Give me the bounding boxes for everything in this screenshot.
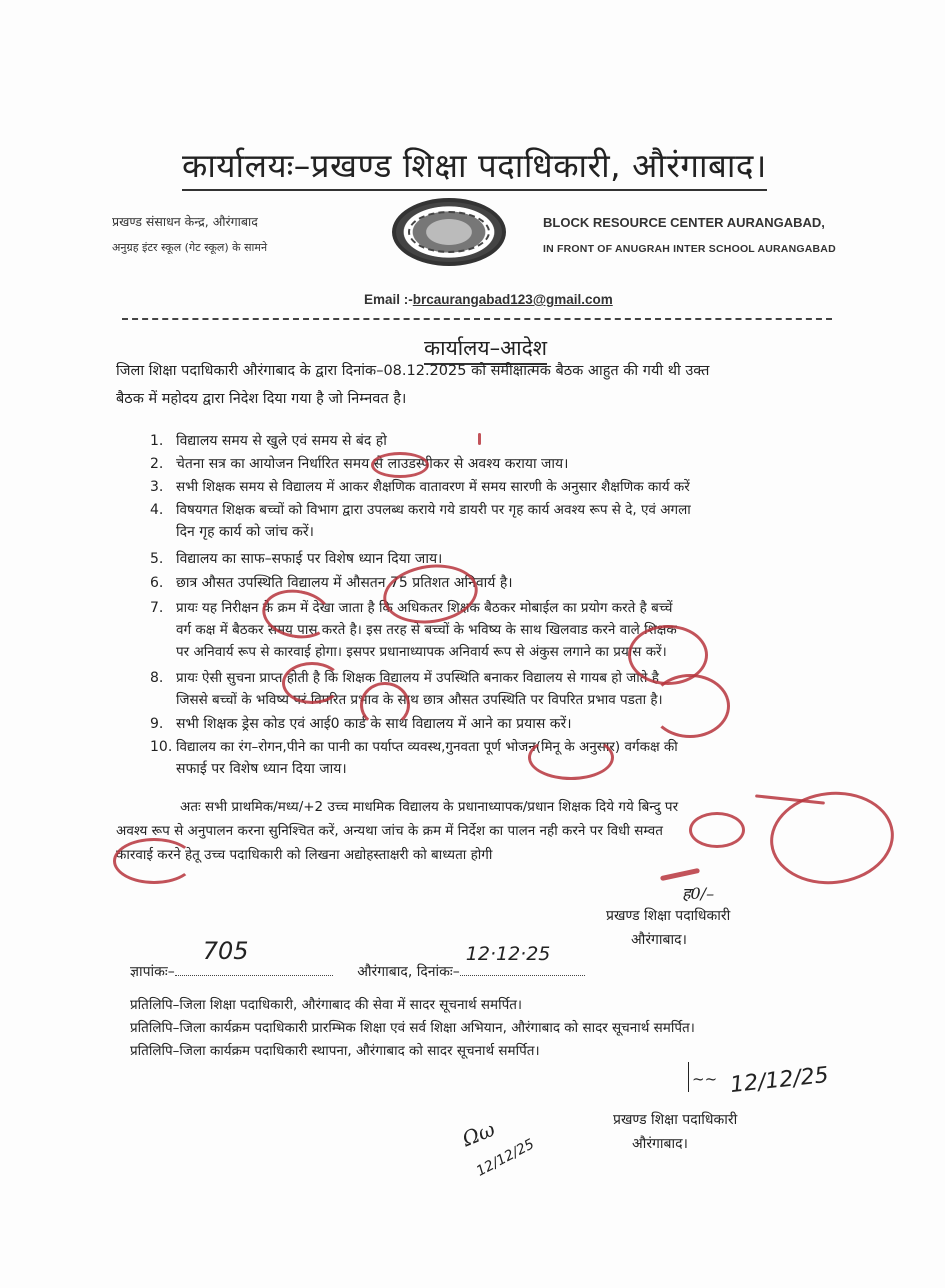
order-item-4: 4. विषयगत शिक्षक बच्चों को विभाग द्वारा उपलब्ध कराये गये डायरी पर गृह कार्य अवश्य रूप से दे, एवं अगला bbox=[150, 502, 691, 518]
annotation-arc-viparit-1 bbox=[360, 682, 410, 728]
order-item-4-cont: दिन गृह कार्य को जांच करें। bbox=[176, 524, 314, 540]
memo-date-label: औरंगाबाद, दिनांकः– bbox=[357, 964, 460, 980]
signature-place-2: औरंगाबाद। bbox=[632, 1136, 688, 1152]
annotation-circle-karvai bbox=[113, 838, 195, 884]
dashed-divider bbox=[122, 318, 832, 320]
email-label: Email :- bbox=[364, 292, 413, 307]
copy-line-3: प्रतिलिपि–जिला कार्यक्रम पदाधिकारी स्थापना, औरंगाबाद को सादर सूचनार्थ समर्पित। bbox=[130, 1043, 540, 1059]
government-seal-icon bbox=[392, 198, 506, 266]
seal-inner-ring bbox=[408, 211, 490, 253]
closing-line-1: अतः सभी प्राथमिक/मध्य/+2 उच्च माधमिक विद्यालय के प्रधानाध्यापक/प्रधान शिक्षक दिये गये बिन्दु पर bbox=[180, 799, 679, 815]
annotation-circle-nahi bbox=[689, 812, 745, 848]
order-item-10: 10. विद्यालय का रंग–रोगन,पीने का पानी का पर्याप्त व्यवस्थ,गुनवता पूर्ण भोजन(मिनू के अनुसार) वर्गकक्ष की bbox=[150, 739, 678, 755]
closing-line-2: अवश्य रूप से अनुपालन करना सुनिश्चित करें, अन्यथा जांच के क्रम में निर्देश का पालन नही करने पर विधी सम्वत bbox=[116, 823, 663, 839]
memo-ref-label: ज्ञापांकः– bbox=[130, 964, 175, 980]
annotation-tick-mark bbox=[478, 433, 481, 445]
office-title: कार्यालयः–प्रखण्ड शिक्षा पदाधिकारी, औरंगाबाद। bbox=[182, 142, 767, 191]
copy-line-1: प्रतिलिपि–जिला शिक्षा पदाधिकारी, औरंगाबाद की सेवा में सादर सूचनार्थ समर्पित। bbox=[130, 997, 523, 1013]
memo-date-field bbox=[460, 943, 585, 976]
header-right-line1: BLOCK RESOURCE CENTER AURANGABAD, bbox=[543, 215, 825, 230]
order-heading: कार्यालय–आदेश bbox=[424, 334, 547, 365]
annotation-circle-gunvata bbox=[528, 735, 614, 780]
annotation-circle-vidhi-samvat bbox=[766, 786, 899, 890]
initials-date: 12/12/25 bbox=[473, 1136, 537, 1180]
copy-line-2: प्रतिलिपि–जिला कार्यक्रम पदाधिकारी प्रारम्भिक शिक्षा एवं सर्व शिक्षा अभियान, औरंगाबाद को सादर सूचनार्थ समर्पित। bbox=[130, 1020, 695, 1036]
signature-stroke bbox=[688, 1062, 689, 1092]
annotation-arc-viparit-2 bbox=[650, 674, 730, 738]
signature-designation-2: प्रखण्ड शिक्षा पदाधिकारी bbox=[613, 1112, 738, 1128]
initials-signature: Ωω bbox=[458, 1116, 499, 1152]
order-item-8-cont: जिससे बच्चों के भविष्य परं विपरित प्रभाव के साथ छात्र औसत उपस्थिति पर विपरित प्रभाव पडता है। bbox=[176, 692, 663, 708]
order-item-9: 9. सभी शिक्षक ड्रेस कोड एवं आई0 कार्ड के साथ विद्यालय में आने का प्रयास करें। bbox=[150, 716, 572, 732]
order-item-7-cont-1: वर्ग कक्ष में बैठकर समय पास करते है। इस तरह से बच्चों के भविष्य के साथ खिलवाड करने वाले शिक्षक bbox=[176, 622, 677, 638]
order-item-7: 7. प्रायः यह निरीक्षन के क्रम में देखा जाता है कि अधिकतर शिक्षक बैठकर मोबाईल का प्रयोग करते है बच्चें bbox=[150, 600, 673, 616]
header-left-line2: अनुग्रह इंटर स्कूल (गेट स्कूल) के सामने bbox=[112, 241, 268, 254]
memo-line bbox=[130, 937, 585, 981]
signed-date-2: 12/12/25 bbox=[728, 1062, 830, 1099]
order-item-8: 8. प्रायः ऐसी सुचना प्राप्त होती है कि शिक्षक विद्यालय में उपस्थिति बनाकर विद्यालय से गायब हो जाते है bbox=[150, 670, 659, 686]
signature-mark-1: ह0/– bbox=[682, 884, 715, 903]
order-item-10-cont: सफाई पर विशेष ध्यान दिया जाय। bbox=[176, 761, 347, 777]
annotation-circle-jata-hai bbox=[379, 559, 481, 630]
annotation-dash-stroke bbox=[660, 868, 700, 881]
intro-line-2: बैठक में महोदय द्वारा निदेश दिया गया है जो निम्नवत है। bbox=[116, 391, 407, 407]
intro-line-1: जिला शिक्षा पदाधिकारी औरंगाबाद के द्वारा दिनांक–08.12.2025 को समीक्षात्मक बैठक आहुत की गयी थी उक्त bbox=[116, 363, 710, 379]
memo-ref-number: 705 bbox=[202, 937, 249, 965]
signature-place-1: औरंगाबाद। bbox=[631, 932, 687, 948]
order-item-5: 5. विद्यालय का साफ–सफाई पर विशेष ध्यान दिया जाय। bbox=[150, 551, 443, 567]
memo-ref-field bbox=[175, 937, 333, 976]
memo-date-value: 12·12·25 bbox=[465, 943, 551, 965]
annotation-arc-suchna bbox=[282, 662, 342, 704]
order-item-1: 1. विद्यालय समय से खुले एवं समय से बंद हो bbox=[150, 433, 387, 449]
email-line bbox=[364, 292, 613, 307]
email-address-link[interactable]: brcaurangabad123@gmail.com bbox=[412, 292, 613, 307]
header-right-line2: IN FRONT OF ANUGRAH INTER SCHOOL AURANGABAD bbox=[543, 243, 836, 255]
signature-designation-1: प्रखण्ड शिक्षा पदाधिकारी bbox=[606, 908, 731, 924]
handwritten-signature-2: ~~ bbox=[692, 1070, 718, 1088]
order-item-3: 3. सभी शिक्षक समय से विद्यालय में आकर शैक्षणिक वातावरण में समय सारणी के अनुसार शैक्षणिक कार्य करें bbox=[150, 479, 690, 495]
annotation-circle-samay bbox=[371, 452, 429, 478]
order-item-2: 2. चेतना सत्र का आयोजन निर्धारित समय से लाउडस्पीकर से अवश्य कराया जाय। bbox=[150, 456, 569, 472]
order-item-6: 6. छात्र औसत उपस्थिति विद्यालय में औसतन 75 प्रतिशत अनिवार्य है। bbox=[150, 575, 513, 591]
header-left-line1: प्रखण्ड संसाधन केन्द्र, औरंगाबाद bbox=[112, 214, 258, 229]
closing-line-3: कारवाई करने हेतू उच्च पदाधिकारी को लिखना अद्योहस्ताक्षरी को बाध्यता होगी bbox=[116, 847, 493, 863]
order-item-7-cont-2: पर अनिवार्य रूप से कारवाई होगा। इसपर प्रधानाध्यापक अनिवार्य रूप से अंकुस लगाने का प्रयास करें। bbox=[176, 644, 667, 660]
